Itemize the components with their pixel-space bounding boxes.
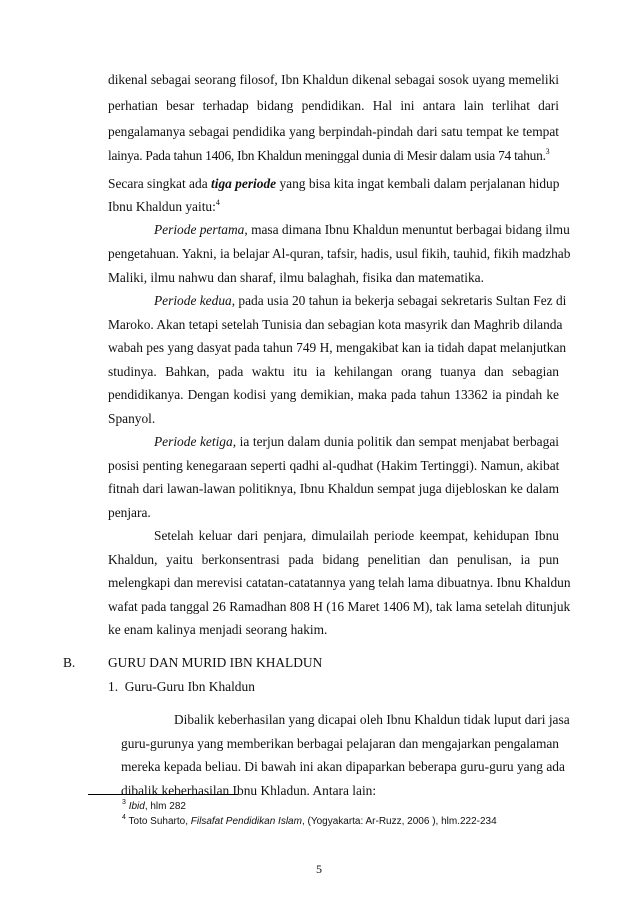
body-text-line: Maliki, ilmu nahwu dan sharaf, ilmu balaghah, fisika dan matematika. <box>108 270 484 285</box>
body-text-line: studinya. Bahkan, pada waktu itu ia kehilangan orang tuanya dan sebagian <box>108 364 559 379</box>
body-text-line: pendidikanya. Dengan kodisi yang demikian, maka pada tahun 13362 ia pindah ke <box>108 387 559 402</box>
body-text-line: fitnah dari lawan-lawan politiknya, Ibnu Khaldun sempat juga dijebloskan ke dalam <box>108 481 559 496</box>
section-heading: GURU DAN MURID IBN KHALDUN <box>108 655 323 670</box>
body-text-line: Maroko. Akan tetapi setelah Tunisia dan sebagian kota masyrik dan Maghrib dilanda <box>108 317 563 332</box>
body-text-line: wafat pada tanggal 26 Ramadhan 808 H (16 Maret 1406 M), tak lama setelah ditunjuk <box>108 599 571 614</box>
footnote-ref[interactable]: 4 <box>215 197 220 207</box>
footnote-4: $^4$ Toto Suharto, Filsafat Pendidikan Islam, (Yogyakarta: Ar-Ruzz, 2006 ), hlm.222-234 <box>122 813 497 827</box>
body-text-line: perhatian besar terhadap bidang pendidikan. Hal ini antara lain terlihat dari <box>108 98 559 113</box>
body-text-line: dikenal sebagai seorang filosof, Ibn Khaldun dikenal sebagai sosok uyang memeliki <box>108 72 559 87</box>
subsection-heading: 1. Guru-Guru Ibn Khaldun <box>108 679 255 694</box>
body-text-line: dibalik keberhasilan Ibnu Khladun. Antara lain: <box>121 783 377 798</box>
body-text-line: guru-gurunya yang memberikan berbagai pelajaran dan mengajarkan pengalaman <box>121 736 559 751</box>
body-text-line: Secara singkat ada tiga periode yang bisa kita ingat kembali dalam perjalanan hidup <box>108 176 560 191</box>
body-text-line: wabah pes yang dasyat pada tahun 749 H, mengakibat kan ia tidah dapat melanjutkan <box>108 340 567 355</box>
body-text-line: Periode ketiga, ia terjun dalam dunia politik dan sempat menjabat berbagai <box>154 434 559 449</box>
footnote-separator <box>88 794 238 795</box>
body-text-line: Khaldun, yaitu berkonsentrasi pada bidang penelitian dan penulisan, ia pun <box>108 552 559 567</box>
section-letter: B. <box>63 655 76 670</box>
body-text-line: Dibalik keberhasilan yang dicapai oleh Ibnu Khaldun tidak luput dari jasa <box>174 712 570 727</box>
body-text-line: Ibnu Khaldun yaitu:$^4$ <box>108 197 220 214</box>
body-text-line: lainya. Pada tahun 1406, Ibn Khaldun meninggal dunia di Mesir dalam usia 74 tahun.$^3$ <box>108 146 550 163</box>
body-text-line: Setelah keluar dari penjara, dimulailah periode keempat, kehidupan Ibnu <box>154 528 559 543</box>
body-text-line: penjara. <box>108 505 151 520</box>
body-text-line: Spanyol. <box>108 411 156 426</box>
body-text-line: Periode pertama, masa dimana Ibnu Khaldun menuntut berbagai bidang ilmu <box>154 222 570 237</box>
body-text-line: posisi penting kenegaraan seperti qadhi al-qudhat (Hakim Tertinggi). Namun, akibat <box>108 458 560 473</box>
body-text-line: mereka kepada beliau. Di bawah ini akan dipaparkan beberapa guru-guru yang ada <box>121 759 565 774</box>
period-label: Periode kedua <box>154 293 232 308</box>
footnote-3: $^3$ Ibid, hlm 282 <box>122 798 186 812</box>
footnote-ref[interactable]: 3 <box>545 146 550 156</box>
body-text-line: ke enam kalinya menjadi seorang hakim. <box>108 622 328 637</box>
body-text-line: pengetahuan. Yakni, ia belajar Al-quran, tafsir, hadis, usul fikih, tauhid, fikih madzhab <box>108 246 571 261</box>
body-text-line: Periode kedua, pada usia 20 tahun ia bekerja sebagai sekretaris Sultan Fez di <box>154 293 567 308</box>
body-text-line: pengalamanya sebagai pendidika yang berpindah-pindah dari satu tempat ke tempat <box>108 124 559 139</box>
period-label: Periode pertama <box>154 222 245 237</box>
page-number: 5 <box>316 862 322 876</box>
body-text-line: melengkapi dan merevisi catatan-catatannya yang telah lama dibuatnya. Ibnu Khaldun <box>108 575 571 590</box>
period-label: Periode ketiga <box>154 434 233 449</box>
